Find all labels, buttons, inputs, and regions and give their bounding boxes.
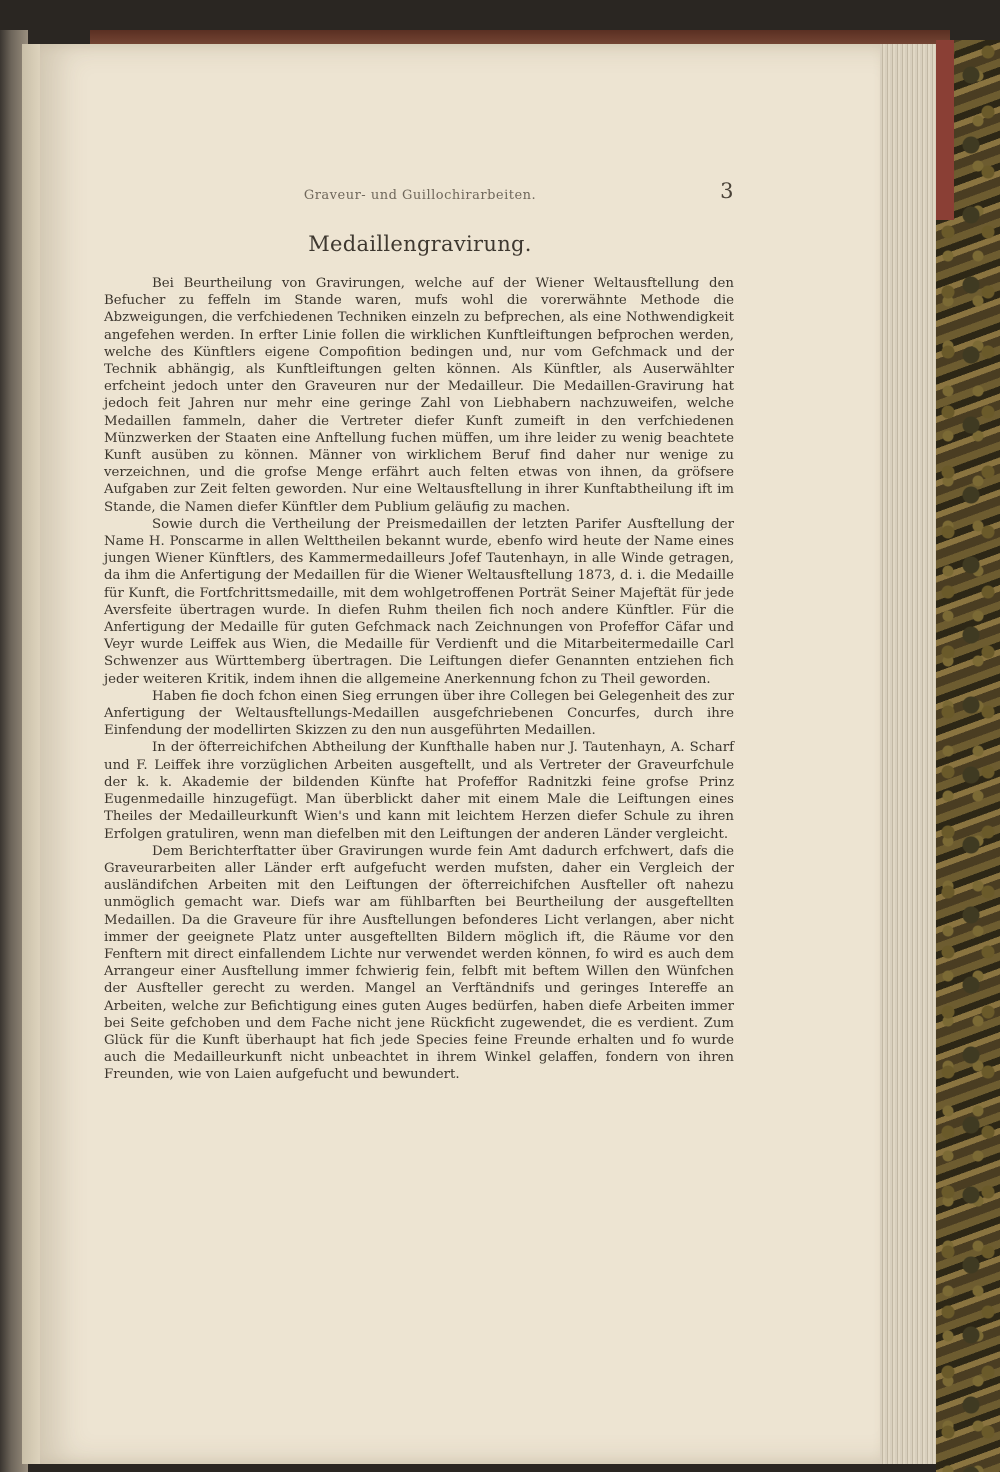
marbled-cover-edge [936, 40, 1000, 1472]
paragraph: Dem Berichterftatter über Gravirungen wurde fein Amt dadurch erfchwert, dafs die Graveurarbeiten aller Länder erft aufgefucht werden mufsten, daher ein Vergleich der ausländifchen Arbeiten mit den Leiftungen der öfterreichifchen Ausfteller oft nahezu unmöglich gemacht war. Diefs war am fühlbarften bei Beurtheilung der ausgeftellten Medaillen. Da die Graveure für ihre Ausftellungen befonderes Licht verlangen, aber nicht immer der geeignete Platz unter ausgeftellten Bildern möglich ift, die Räume vor den Fenftern mit direct einfallendem Lichte nur verwendet werden können, fo wird es auch dem Arrangeur einer Ausftellung immer fchwierig fein, felbft mit beftem Willen den Wünfchen der Ausfteller gerecht zu werden. Mangel an Verftändnifs und geringes Intereffe an Arbeiten, welche zur Befichtigung eines guten Auges bedürfen, haben diefe Arbeiten immer bei Seite gefchoben und dem Fache nicht jene Rückficht zugewendet, die es verdient. Zum Glück für die Kunft überhaupt hat fich jede Species feine Freunde erhalten und fo wurde auch die Medailleurkunft nicht unbeachtet in ihrem Winkel gelaffen, fondern von ihren Freunden, wie von Laien aufgefucht und bewundert. [104, 843, 734, 1083]
section-title: Medaillengravirung. [308, 232, 532, 256]
running-head: Graveur- und Guillochirarbeiten. [303, 188, 537, 203]
paragraph: Sowie durch die Vertheilung der Preismedaillen der letzten Parifer Ausftellung der Name H. Ponscarme in allen Welttheilen bekannt wurde, ebenfo wird heute der Name eines jungen Wiener Künftlers, des Kammermedailleurs Jofef Tautenhayn, in alle Winde getragen, da ihm die Anfertigung der Medaillen für die Wiener Weltausftellung 1873, d. i. die Medaille für Kunft, die Fortfchrittsmedaille, mit dem wohlgetroffenen Porträt Seiner Majeftät für jede Aversfeite übertragen wurde. In diefen Ruhm theilen fich noch andere Künftler. Für die Anfertigung der Medaille für guten Gefchmack nach Zeichnungen von Profeffor Cäfar und Veyr wurde Leiffek aus Wien, die Medaille für Verdienft und die Mitarbeitermedaille Carl Schwenzer aus Württemberg übertragen. Die Leiftungen diefer Genannten entziehen fich jeder weiteren Kritik, indem ihnen die allgemeine Anerkennung fchon zu Theil geworden. [104, 516, 734, 687]
page-number: 3 [720, 179, 734, 203]
cover-corner-leather [936, 40, 954, 220]
body-text [104, 275, 734, 1084]
paragraph: Bei Beurtheilung von Gravirungen, welche auf der Wiener Weltausftellung den Befucher zu feffeln im Stande waren, mufs wohl die vorerwähnte Methode die Abzweigungen, die verfchiedenen Techniken einzeln zu befprechen, als eine Nothwendigkeit angefehen werden. In erfter Linie follen die wirklichen Kunftleiftungen befprochen werden, welche des Künftlers eigene Compofition bedingen und, nur vom Gefchmack und der Technik abhängig, als Kunftleiftungen gelten können. Als Künftler, als Auserwählter erfcheint jedoch unter den Graveuren nur der Medailleur. Die Medaillen-Gravirung hat jedoch feit Jahren nur mehr eine geringe Zahl von Liebhabern nachzuweifen, welche Medaillen fammeln, daher die Vertreter diefer Kunft zumeift in den verfchiedenen Münzwerken der Staaten eine Anftellung fuchen müffen, um ihre leider zu wenig beachtete Kunft ausüben zu können. Männer von wirklichem Beruf find daher nur wenige zu verzeichnen, und die grofse Menge erfährt auch felten etwas von ihnen, da gröfsere Aufgaben zur Zeit felten geworden. Nur eine Weltausftellung in ihrer Kunftabtheilung ift im Stande, die Namen diefer Künftler dem Publium geläufig zu machen. [104, 276, 734, 515]
paragraph: Haben fie doch fchon einen Sieg errungen über ihre Collegen bei Gelegenheit des zur Anfertigung der Weltausftellungs-Medaillen ausgefchriebenen Concurfes, durch ihre Einfendung der modellirten Skizzen zu den nun ausgeführten Medaillen. [104, 688, 734, 739]
page-stack-edge [880, 44, 940, 1464]
page-header [100, 179, 740, 207]
paragraph: In der öfterreichifchen Abtheilung der Kunfthalle haben nur J. Tautenhayn, A. Scharf und F. Leiffek ihre vorzüglichen Arbeiten ausgeftellt, und als Vertreter der Graveurfchule der k. k. Akademie der bildenden Künfte hat Profeffor Radnitzki feine grofse Prinz Eugenmedaille hinzugefügt. Man überblickt daher mit einem Male die Leiftungen eines Theiles der Medailleurkunft Wien's und kann mit leichtem Herzen diefer Schule zu ihren Erfolgen gratuliren, wenn man diefelben mit den Leiftungen der anderen Länder vergleicht. [104, 740, 734, 842]
